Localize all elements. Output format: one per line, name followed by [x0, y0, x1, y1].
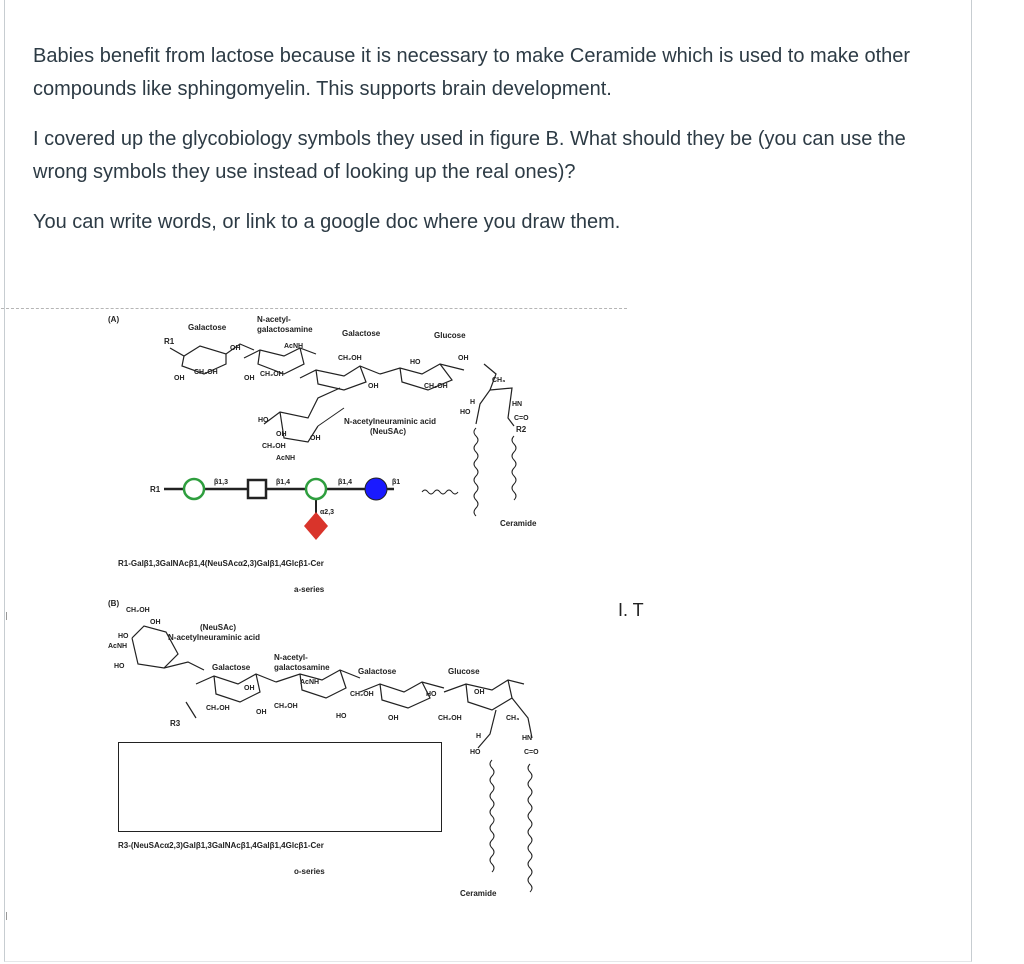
b-group-oh-3: OH: [256, 709, 267, 716]
b-series-label: o-series: [294, 867, 325, 876]
side-letter: I. T: [618, 600, 644, 620]
a-ceramide-tail-1: [474, 428, 478, 516]
a-chain-r1: R1: [150, 485, 161, 494]
a-linkage-3: β1,4: [338, 479, 353, 486]
a-chain-wavy: [422, 490, 458, 494]
b-group-ch2oh-5: CH₂OH: [438, 715, 462, 722]
a-neuac-abbrev: (NeuSAc): [370, 427, 407, 436]
a-group-oh-7: OH: [310, 435, 321, 442]
b-ceramide-tail-2: [528, 764, 532, 892]
a-galactose-label-1: Galactose: [188, 323, 227, 332]
a-linkage-1: β1,3: [214, 479, 229, 486]
b-group-ho-3: HO: [336, 713, 347, 720]
b-group-acnh-2: AcNH: [300, 679, 320, 686]
b-group-ch2oh-1: CH₂OH: [126, 607, 150, 614]
a-linkage-2: β1,4: [276, 479, 291, 486]
a-group-ho-1: HO: [410, 359, 421, 366]
a-ceramide-tail-2: [512, 436, 516, 500]
b-group-oh-4: OH: [388, 715, 399, 722]
a-group-ch2oh-3: CH₂OH: [338, 355, 362, 362]
question-paragraph-2: I covered up the glycobiology symbols they used in figure B. What should they be (you can use the wrong symbols they use instead of looking up the real ones)?: [33, 128, 906, 183]
a-group-ho-2: HO: [258, 417, 269, 424]
b-ceramide-label: Ceramide: [460, 889, 497, 898]
b-group-oh-2: OH: [244, 685, 255, 692]
a-galactose-circle-1: [184, 479, 204, 499]
b-group-ch2oh-2: CH₂OH: [206, 705, 230, 712]
a-group-oh-1: OH: [174, 375, 185, 382]
a-galactose-circle-2: [306, 479, 326, 499]
a-group-oh-2: OH: [230, 345, 241, 352]
b-ceramide-tail-1: [490, 760, 494, 872]
a-glucose-label: Glucose: [434, 331, 466, 340]
a-series-label: a-series: [294, 585, 325, 594]
b-galactose-label-1: Galactose: [212, 663, 251, 672]
question-paragraph-3: You can write words, or link to a google doc where you draw them.: [33, 211, 621, 233]
a-neuac-diamond: [304, 512, 328, 540]
a-group-ch2oh-4: CH₂OH: [424, 383, 448, 390]
crop-tick-left: [6, 612, 7, 620]
a-r1-label: R1: [164, 337, 175, 346]
a-galnac-label-2: galactosamine: [257, 325, 313, 334]
a-group-ch2oh-1: CH₂OH: [194, 369, 218, 376]
a-group-h: H: [470, 399, 476, 406]
b-group-ch3: CH₃: [506, 715, 520, 722]
b-group-ch2oh-4: CH₂OH: [350, 691, 374, 698]
a-linkage-5: α2,3: [320, 509, 335, 516]
b-galactose-label-2: Galactose: [358, 667, 397, 676]
b-chair-structures: [132, 626, 532, 748]
b-neuac-label: N-acetylneuraminic acid: [168, 633, 261, 642]
b-group-acnh: AcNH: [108, 643, 128, 650]
a-group-oh-6: OH: [276, 431, 287, 438]
b-galnac-label-2: galactosamine: [274, 663, 330, 672]
a-group-oh-3: OH: [244, 375, 255, 382]
a-r2-label: R2: [516, 425, 527, 434]
b-neuac-abbrev: (NeuSAc): [200, 623, 237, 632]
a-galnac-label-1: N-acetyl-: [257, 315, 291, 324]
a-neuac-label: N-acetylneuraminic acid: [344, 417, 437, 426]
b-r3-label: R3: [170, 719, 181, 728]
a-group-ch2oh-2: CH₂OH: [260, 371, 284, 378]
b-galnac-label-1: N-acetyl-: [274, 653, 308, 662]
b-group-ho-1: HO: [118, 633, 129, 640]
b-group-ho-2: HO: [114, 663, 125, 670]
a-group-hn: HN: [512, 401, 523, 408]
question-paragraph-1: Babies benefit from lactose because it is necessary to make Ceramide which is used to make other compounds like sphingomyelin. This supports brain development.: [33, 45, 911, 100]
a-galactose-label-2: Galactose: [342, 329, 381, 338]
a-linkage-4: β1: [392, 479, 401, 486]
panel-b-label: (B): [108, 599, 120, 608]
a-glucose-circle: [365, 478, 387, 500]
b-group-c-o: C=O: [524, 749, 539, 756]
a-group-ch3: CH₃: [492, 377, 506, 384]
question-text: [33, 40, 953, 256]
a-group-c-o: C=O: [514, 415, 529, 422]
b-group-ho-4: HO: [426, 691, 437, 698]
b-group-hn: HN: [522, 735, 533, 742]
b-group-oh-5: OH: [474, 689, 485, 696]
a-ceramide-label: Ceramide: [500, 519, 537, 528]
covered-symbol-box: [118, 742, 442, 832]
b-group-ho-5: HO: [470, 749, 481, 756]
b-group-ch2oh-3: CH₂OH: [274, 703, 298, 710]
b-glucose-label: Glucose: [448, 667, 480, 676]
b-group-h: H: [476, 733, 482, 740]
a-group-ch2oh-5: CH₂OH: [262, 443, 286, 450]
panel-a-label: (A): [108, 315, 120, 324]
a-formula: R1-Galβ1,3GalNAcβ1,4(NeuSAcα2,3)Galβ1,4Glcβ1-Cer: [118, 559, 324, 568]
a-group-oh-5: OH: [368, 383, 379, 390]
b-group-oh-1: OH: [150, 619, 161, 626]
a-group-oh-4: OH: [458, 355, 469, 362]
a-group-ho-3: HO: [460, 409, 471, 416]
a-galnac-square: [248, 480, 266, 498]
a-group-acnh-1: AcNH: [284, 343, 304, 350]
a-symbol-chain: [164, 478, 458, 540]
a-neuac-bond: [318, 408, 344, 426]
a-group-acnh-2: AcNH: [276, 455, 296, 462]
b-formula: R3-(NeuSAcα2,3)Galβ1,3GalNAcβ1,4Galβ1,4Glcβ1-Cer: [118, 841, 324, 850]
crop-tick-left-bottom: [6, 912, 7, 920]
